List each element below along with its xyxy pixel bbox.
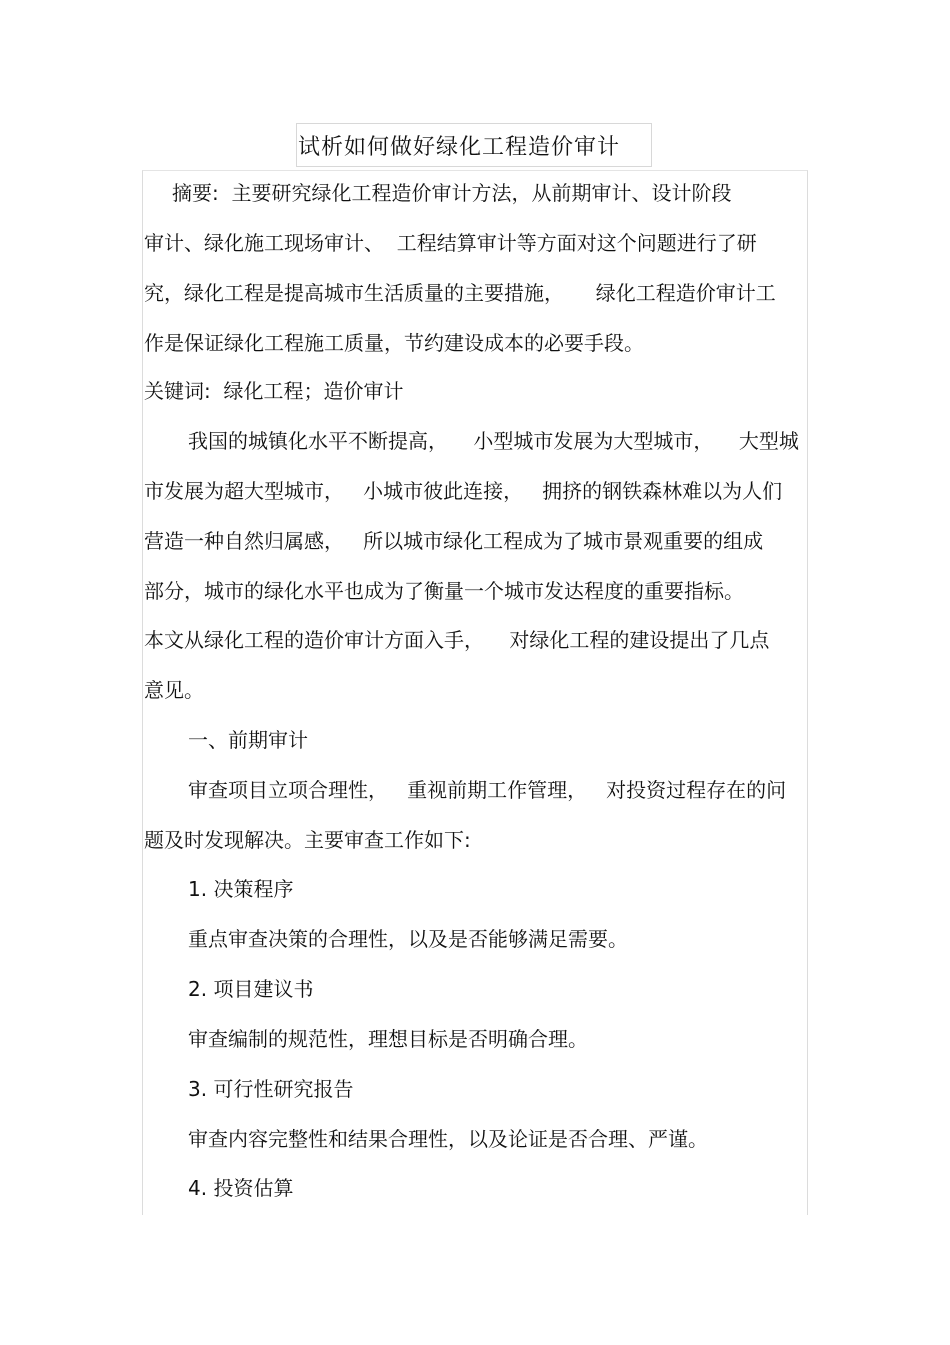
intro-line-5: 本文从绿化工程的造价审计方面入手， 对绿化工程的建设提出了几点 bbox=[144, 628, 770, 652]
subheading-1: 1. 决策程序 bbox=[188, 877, 294, 901]
keywords-line: 关键词: 绿化工程；造价审计 bbox=[144, 379, 404, 403]
section-heading-1: 一、前期审计 bbox=[188, 728, 308, 752]
subheading-4: 4. 投资估算 bbox=[188, 1176, 294, 1200]
abstract-line-2: 审计、绿化施工现场审计、 工程结算审计等方面对这个问题进行了研 bbox=[144, 231, 757, 255]
intro-line-3: 营造一种自然归属感， 所以城市绿化工程成为了城市景观重要的组成 bbox=[144, 529, 764, 553]
intro-line-4: 部分，城市的绿化水平也成为了衡量一个城市发达程度的重要指标。 bbox=[144, 579, 744, 603]
section-1-line-1: 审查项目立项合理性， 重视前期工作管理， 对投资过程存在的问 bbox=[188, 778, 787, 802]
subheading-2-text: 审查编制的规范性，理想目标是否明确合理。 bbox=[188, 1027, 588, 1051]
subheading-3: 3. 可行性研究报告 bbox=[188, 1077, 354, 1101]
intro-line-2: 市发展为超大型城市， 小城市彼此连接， 拥挤的钢铁森林难以为人们 bbox=[144, 479, 783, 503]
content-frame bbox=[142, 170, 808, 1215]
subheading-1-text: 重点审查决策的合理性，以及是否能够满足需要。 bbox=[188, 927, 628, 951]
subheading-3-text: 审查内容完整性和结果合理性，以及论证是否合理、严谨。 bbox=[188, 1127, 708, 1151]
subheading-2: 2. 项目建议书 bbox=[188, 977, 314, 1001]
document-title: 试析如何做好绿化工程造价审计 bbox=[298, 135, 621, 160]
abstract-line-3: 究，绿化工程是提高城市生活质量的主要措施， 绿化工程造价审计工 bbox=[144, 281, 776, 305]
abstract-line-4: 作是保证绿化工程施工质量，节约建设成本的必要手段。 bbox=[144, 331, 644, 355]
abstract-line-1: 摘要: 主要研究绿化工程造价审计方法，从前期审计、设计阶段 bbox=[172, 181, 732, 205]
intro-line-6: 意见。 bbox=[144, 678, 204, 702]
intro-line-1: 我国的城镇化水平不断提高， 小型城市发展为大型城市， 大型城 bbox=[188, 429, 799, 453]
section-1-line-2: 题及时发现解决。主要审查工作如下: bbox=[144, 828, 471, 852]
